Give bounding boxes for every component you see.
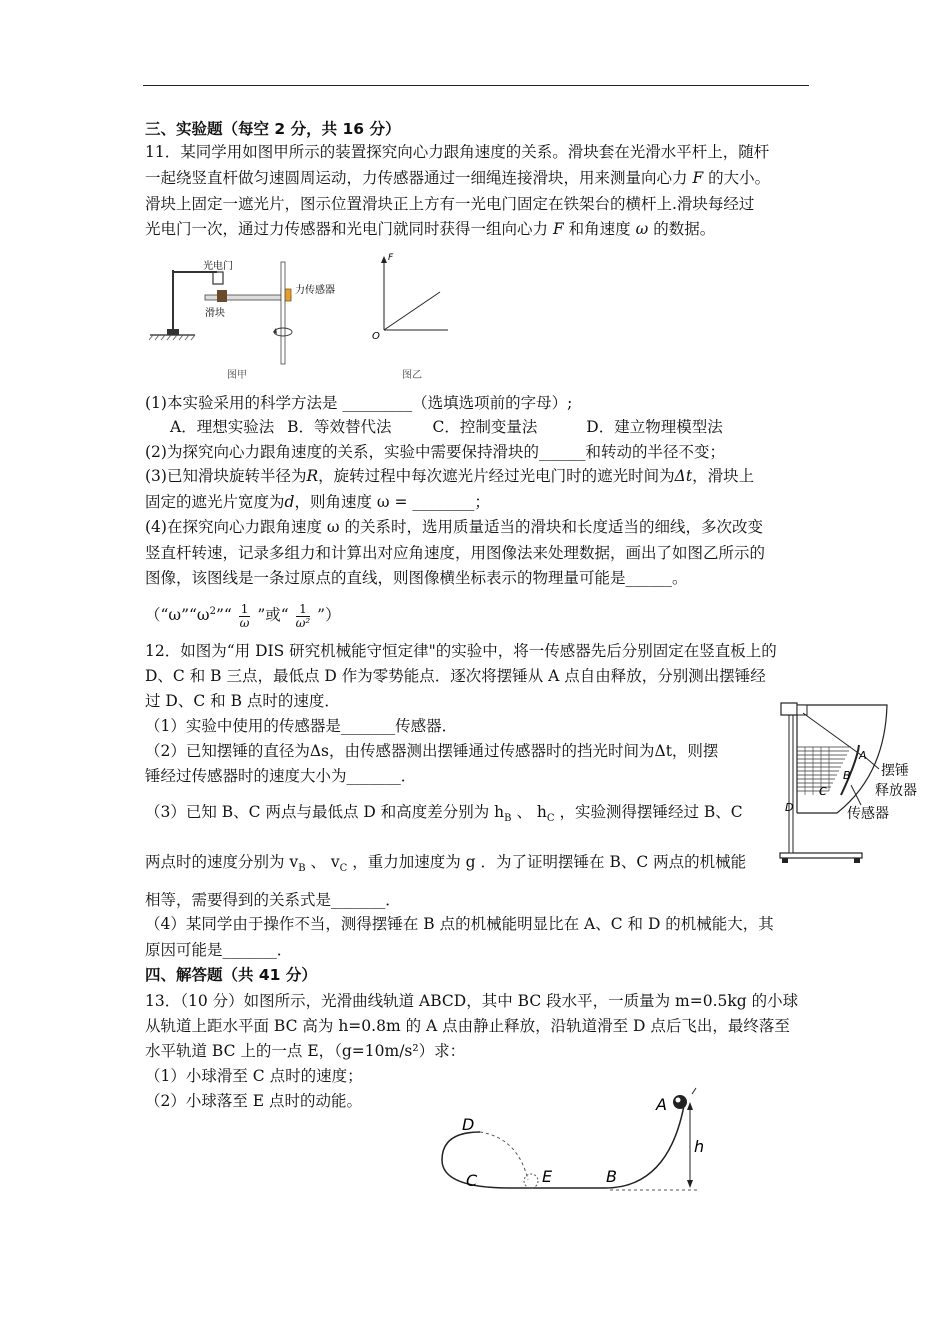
q11-part3a: (3)已知滑块旋转半径为R，旋转过程中每次遮光片经过光电门时的遮光时间为Δt，滑块上 [145, 467, 755, 485]
q12-line3: 过 D、C 和 B 点时的速度． [145, 692, 340, 710]
option-b: B．等效替代法 [287, 418, 392, 436]
q11-line1: 11．某同学用如图甲所示的装置探究向心力跟角速度的关系。滑块套在光滑水平杆上，随杆 [145, 143, 770, 161]
q12-part1: （1）实验中使用的传感器是_______传感器． [145, 717, 458, 735]
track-point-e: E [542, 1167, 553, 1186]
q11-line3: 滑块上固定一遮光片，图示位置滑块正上方有一光电门固定在铁架台的横杆上.滑块每经过 [145, 195, 755, 213]
q12-part3b: 两点时的速度分别为 $v_B$ 、 $v_C$ ，重力加速度为 g ．为了证明摆锤在 B、C 两点的机械能 [145, 853, 747, 875]
label-release-device: 释放器 [875, 783, 917, 799]
section4-title: 四、解答题（共 41 分） [145, 966, 317, 984]
figure-track [430, 1080, 720, 1195]
label-sensor: 传感器 [847, 806, 889, 822]
option-c: C．控制变量法 [432, 418, 538, 436]
q11-line2: 一起绕竖直杆做匀速圆周运动，力传感器通过一细绳连接滑块，用来测量向心力 F 的大小。 [145, 169, 771, 187]
q12-part4a: （4）某同学由于操作不当，测得摆锤在 B 点的机械能明显比在 A、C 和 D 的机械能大，其 [145, 915, 774, 933]
q12-part2a: （2）已知摆锤的直径为Δs，由传感器测出摆锤通过传感器时的挡光时间为Δt，则摆 [145, 742, 719, 760]
track-point-d: D [462, 1115, 475, 1134]
header-rule [143, 85, 809, 86]
option-d: D．建立物理模型法 [586, 418, 723, 436]
option-a: A．理想实验法 [170, 418, 275, 436]
q12-part3a: （3）已知 B、C 两点与最低点 D 和高度差分别为 $h_B$ 、 $h_C$ ，实验测得摆锤经过 B、C [145, 803, 743, 825]
origin-label: O [372, 331, 380, 342]
label-pendulum: 摆锤 [881, 763, 909, 779]
q11-part1: (1)本实验采用的科学方法是 _________（选填选项前的字母）; [145, 394, 573, 412]
q11-part4c: 图像，该图线是一条过原点的直线，则图像横坐标表示的物理量可能是______。 [145, 569, 688, 587]
q13-part2: （2）小球落至 E 点时的动能。 [145, 1092, 363, 1110]
caption-yi: 图乙 [402, 370, 422, 381]
caption-jia: 图甲 [227, 370, 247, 381]
track-point-b: B [606, 1167, 617, 1186]
pendulum-point-c: C [819, 785, 827, 798]
q12-part4b: 原因可能是_______． [145, 941, 293, 959]
axis-f-label: F [388, 253, 394, 263]
q13-line2: 从轨道上距水平面 BC 高为 h=0.8m 的 A 点由静止释放，沿轨道滑至 D 点后飞出，最终落至 [145, 1017, 790, 1035]
label-force-sensor: 力传感器 [295, 285, 335, 296]
pendulum-point-a: A [859, 749, 867, 762]
q11-part3b: 固定的遮光片宽度为d，则角速度 ω = ________； [145, 493, 490, 511]
fraction-one-over-omega-squared: $\frac{1}{\text{ω²}}$ [295, 601, 311, 630]
label-photogate: 光电门 [203, 261, 233, 272]
track-point-c: C [466, 1171, 478, 1190]
q12-part2b: 锤经过传感器时的速度大小为_______． [145, 767, 417, 785]
height-label: h [694, 1137, 705, 1156]
pendulum-point-b: B [843, 769, 851, 782]
figure-jia [145, 250, 360, 385]
q12-line1: 12．如图为“用 DIS 研究机械能守恒定律"的实验中，将一传感器先后分别固定在竖直板上的 [145, 642, 777, 660]
q13-part1: （1）小球滑至 C 点时的速度； [145, 1067, 363, 1085]
fraction-one-over-omega: $\frac{1}{\omega}$ [239, 601, 250, 630]
section3-title: 三、实验题（每空 2 分，共 16 分） [145, 120, 401, 138]
q13-line1: 13．（10 分）如图所示，光滑曲线轨道 ABCD，其中 BC 段水平，一质量为 m=0.5kg 的小球 [145, 992, 799, 1010]
label-slider: 滑块 [205, 308, 225, 319]
track-point-a: A [656, 1095, 667, 1114]
figure-yi [368, 250, 458, 385]
q11-part2: (2)为探究向心力跟角速度的关系，实验中需要保持滑块的______和转动的半径不变； [145, 443, 725, 461]
q11-choices: （“$\omega”“\omega^2”“$ $\frac{1}{\omega}$ ”或“ $\frac{1}{\text{ω²}}$ ”） [145, 601, 341, 630]
q11-line4: 光电门一次，通过力传感器和光电门就同时获得一组向心力 F 和角速度 ω 的数据。 [145, 220, 716, 238]
q11-part4a: (4)在探究向心力跟角速度 ω 的关系时，选用质量适当的滑块和长度适当的细线，多次改变 [145, 518, 763, 536]
pendulum-point-d: D [785, 801, 794, 814]
q12-line2: D、C 和 B 三点，最低点 D 作为零势能点．逐次将摆锤从 A 点自由释放，分别测出摆锤经 [145, 667, 766, 685]
q11-part4b: 竖直杆转速，记录多组力和计算出对应角速度，用图像法来处理数据，画出了如图乙所示的 [145, 544, 766, 562]
figure-pendulum [775, 695, 935, 870]
q11-options [170, 416, 723, 438]
q13-line3: 水平轨道 BC 上的一点 E，（g=10m/s²）求： [145, 1042, 466, 1060]
q12-part3c: 相等，需要得到的关系式是_______． [145, 891, 401, 909]
